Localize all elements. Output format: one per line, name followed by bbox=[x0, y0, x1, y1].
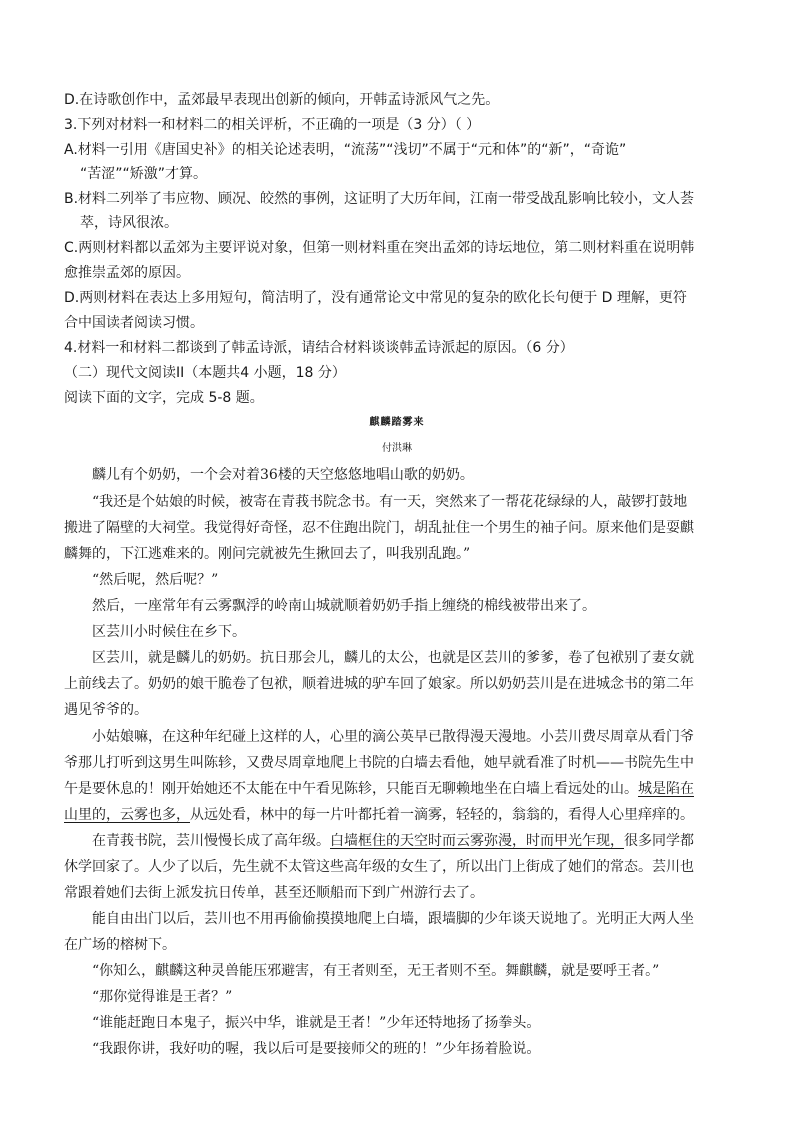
story-paragraph-4: 然后，一座常年有云雾飘浮的岭南山城就顺着奶奶手指上缠绕的棉线被带出来了。 bbox=[92, 598, 596, 614]
story-paragraph-6-line3: 遇见爷爷的。 bbox=[64, 702, 148, 718]
q3-option-d-line1: D.两则材料在表达上多用短句，简洁明了，没有通常论文中常见的复杂的欧化长句便于 D 理解，更符 bbox=[64, 290, 687, 306]
story-paragraph-3: “然后呢，然后呢？” bbox=[92, 572, 219, 588]
story-paragraph-7-line2: 爷那儿打听到这男生叫陈轸，又费尽周章地爬上书院的白墙去看他，她早就看准了时机——书院先生中 bbox=[64, 755, 694, 771]
q3-option-c-line2: 愈推崇孟郊的原因。 bbox=[64, 265, 190, 281]
story-paragraph-7-line3-text: 午是要休息的！刚开始她还不太能在中午看见陈轸，只能百无聊赖地坐在白墙上看远处的山。 bbox=[64, 781, 638, 797]
q2-option-d: D.在诗歌创作中，孟郊最早表现出创新的倾向，开韩孟诗派风气之先。 bbox=[64, 92, 500, 108]
story-paragraph-5: 区芸川小时候住在乡下。 bbox=[92, 624, 246, 640]
story-paragraph-8-line1-a: 在青莪书院，芸川慢慢长成了高年级。 bbox=[92, 833, 330, 849]
q3-option-d-line2: 合中国读者阅读习惯。 bbox=[64, 315, 204, 331]
story-paragraph-13: “我跟你讲，我好叻的喔，我以后可是要接师父的班的！”少年扬着脸说。 bbox=[92, 1041, 541, 1057]
story-author: 付洪琳 bbox=[382, 443, 412, 454]
story-paragraph-7-line4-text: 从远处看，林中的每一片叶都托着一滴雾，轻轻的，翁翁的，看得人心里痒痒的。 bbox=[190, 807, 694, 823]
story-paragraph-11: “那你觉得谁是王者？” bbox=[92, 989, 233, 1005]
story-paragraph-2-line3: 麟舞的，下江逃难来的。刚问完就被先生揪回去了，叫我别乱跑。” bbox=[64, 546, 471, 562]
story-paragraph-8-line1-b: 很多同学都 bbox=[624, 833, 694, 849]
story-title: 麒麟踏雾来 bbox=[369, 417, 425, 428]
q3-stem: 3.下列对材料一和材料二的相关评析，不正确的一项是（3 分）（ ） bbox=[64, 117, 481, 133]
story-paragraph-7-line3 bbox=[64, 779, 694, 799]
story-paragraph-8-line3: 常跟着她们去街上派发抗日传单，甚至还顺船而下到广州游行去了。 bbox=[64, 885, 484, 901]
story-paragraph-9-line1: 能自由出门以后，芸川也不用再偷偷摸摸地爬上白墙，跟墙脚的少年谈天说地了。光明正大两人坐 bbox=[92, 911, 694, 927]
q3-option-b-line2: 萃，诗风很浓。 bbox=[80, 215, 178, 231]
story-paragraph-10: “你知么，麒麟这种灵兽能压邪避害，有王者则至，无王者则不至。舞麒麟，就是要呼王者。” bbox=[92, 963, 660, 979]
story-paragraph-1: 麟儿有个奶奶，一个会对着36楼的天空悠悠地唱山歌的奶奶。 bbox=[92, 467, 474, 483]
q3-option-b-line1: B.材料二列举了韦应物、顾况、皎然的事例，这证明了大历年间，江南一带受战乱影响比较小，文人荟 bbox=[64, 191, 695, 207]
story-paragraph-7-line4 bbox=[64, 805, 694, 825]
underlined-passage-1a: 城是陷在 bbox=[638, 781, 694, 797]
q3-option-a-line1: A.材料一引用《唐国史补》的相关论述表明，“流荡”“浅切”不属于“元和体”的“新”，“奇诡” bbox=[64, 142, 627, 158]
section2-instruction: 阅读下面的文字，完成 5-8 题。 bbox=[64, 390, 264, 406]
story-paragraph-2-line2: 搬进了隔壁的大祠堂。我觉得好奇怪，忍不住跑出院门，胡乱扯住一个男生的袖子问。原来他们是耍麒 bbox=[64, 520, 694, 536]
story-paragraph-2-line1: “我还是个姑娘的时候，被寄在青莪书院念书。有一天，突然来了一帮花花绿绿的人，敲锣打鼓地 bbox=[92, 494, 688, 510]
underlined-passage-1b: 山里的，云雾也多， bbox=[64, 807, 190, 823]
q3-option-c-line1: C.两则材料都以孟郊为主要评说对象，但第一则材料重在突出孟郊的诗坛地位，第二则材料重在说明韩 bbox=[64, 240, 695, 256]
story-paragraph-6-line1: 区芸川，就是麟儿的奶奶。抗日那会儿，麟儿的太公，也就是区芸川的爹爹，卷了包袱别了妻女就 bbox=[92, 650, 694, 666]
story-paragraph-6-line2: 上前线去了。奶奶的娘干脆卷了包袱，顺着进城的驴车回了娘家。所以奶奶芸川是在进城念书的第二年 bbox=[64, 676, 694, 692]
story-paragraph-9-line2: 在广场的榕树下。 bbox=[64, 937, 176, 953]
story-paragraph-8-line1 bbox=[92, 831, 694, 851]
story-paragraph-7-line1: 小姑娘嘛，在这种年纪碰上这样的人，心里的滴公英早已散得漫天漫地。小芸川费尽周章从看门爷 bbox=[92, 729, 694, 745]
story-paragraph-8-line2: 休学回家了。人少了以后，先生就不太管这些高年级的女生了，所以出门上街成了她们的常态。芸川也 bbox=[64, 859, 694, 875]
story-paragraph-12: “谁能赶跑日本鬼子，振兴中华，谁就是王者！”少年还特地扬了扬拳头。 bbox=[92, 1015, 541, 1031]
underlined-passage-2: 白墙框住的天空时而云雾弥漫，时而甲光乍现， bbox=[330, 833, 624, 849]
q3-option-a-line2: “苦涩”“矫激”才算。 bbox=[80, 166, 208, 182]
section2-heading: （二）现代文阅读II（本题共4 小题，18 分） bbox=[64, 365, 346, 381]
q4-question: 4.材料一和材料二都谈到了韩孟诗派，请结合材料谈谈韩孟诗派起的原因。（6 分） bbox=[64, 340, 574, 356]
